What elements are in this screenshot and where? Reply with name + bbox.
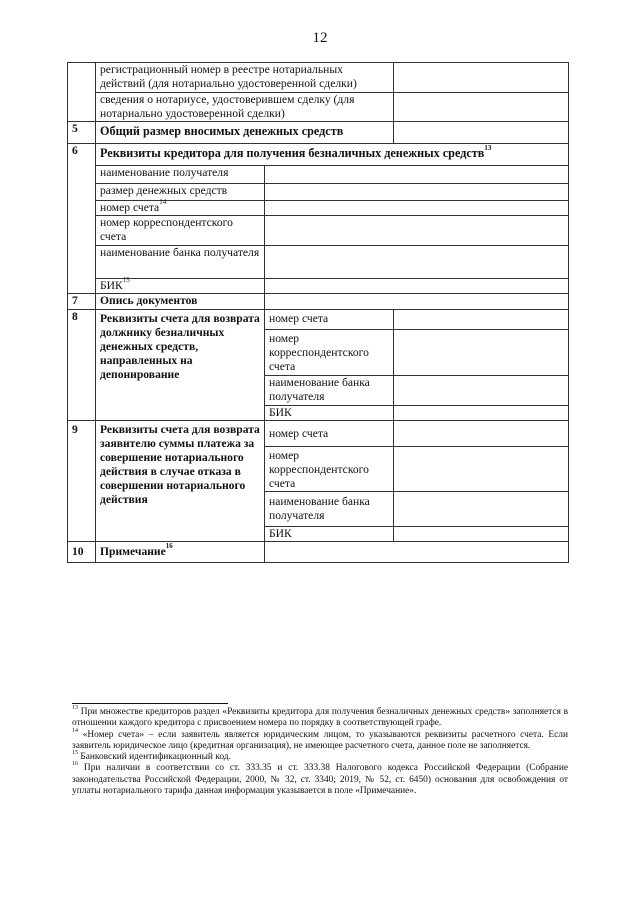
field-value-cell[interactable]: [394, 421, 569, 447]
table-row: [68, 166, 569, 184]
section-title: Общий размер вносимых денежных средств: [96, 122, 394, 144]
field-value-cell[interactable]: [394, 406, 569, 421]
footnote-text: Банковский идентификационный код.: [80, 752, 231, 763]
field-label: БИК: [265, 527, 394, 542]
field-value-cell[interactable]: [394, 122, 569, 144]
section-title: [96, 542, 265, 563]
table-row: [68, 294, 569, 310]
table-row: [68, 310, 569, 330]
footnote-number: 13: [72, 705, 78, 711]
row-number: 5: [68, 122, 96, 144]
footnote: [72, 707, 568, 730]
row-number: 7: [68, 294, 96, 310]
footnote-text: «Номер счета» – если заявитель является юридическим лицом, то указываются реквизиты расчетного счета. Если заявитель юридическое лицо (кредитная организация), не имеющее расчетного счета, данное поле не заполняется.: [72, 729, 569, 751]
field-value-cell[interactable]: [394, 447, 569, 492]
field-label: наименование банка получателя: [265, 492, 394, 527]
field-label: сведения о нотариусе, удостоверившем сделку (для нотариально удостоверенной сделки): [96, 93, 394, 122]
section-title: Реквизиты счета для возврата заявителю суммы платежа за совершение нотариального действия в случае отказа в совершении нотариального действия: [96, 421, 265, 542]
section-title: Опись документов: [96, 294, 265, 310]
row-number: 10: [68, 542, 96, 563]
footnote: [72, 763, 568, 797]
footnote-number: 16: [72, 761, 78, 768]
section-title-text: Примечание: [100, 545, 166, 558]
field-value-cell[interactable]: [265, 294, 569, 310]
section-title: Реквизиты счета для возврата должнику безналичных денежных средств, направленных на депонирование: [96, 310, 265, 421]
table-row: [68, 216, 569, 246]
field-value-cell[interactable]: [265, 279, 569, 294]
footnote-number: 14: [72, 727, 78, 734]
row-number: 9: [68, 421, 96, 542]
section-title: [96, 144, 569, 166]
field-label: [96, 276, 265, 294]
footnote-text: При наличии в соответствии со ст. 333.35 и ст. 333.38 Налогового кодекса Российской Федерации (Собрание законодательства Российской Федерации, 2000, № 32, ст. 3340; 2019, № 52, ст. 6450) основания для освобождения от уплаты нотариального тарифа данная информация указывается в поле «Примечание».: [72, 763, 569, 797]
footnote-text: При множестве кредиторов раздел «Реквизиты кредитора для получения безналичных денежных средств» заполняется в отношении каждого кредитора с присвоением номера по порядку в соответствующей графе.: [72, 707, 569, 729]
table-row: [68, 144, 569, 166]
table-row: [68, 184, 569, 201]
field-value-cell[interactable]: [394, 376, 569, 406]
page-number: 12: [312, 30, 328, 46]
field-value-cell[interactable]: [265, 184, 569, 201]
field-value-cell[interactable]: [265, 246, 569, 279]
field-label: номер корреспондентского счета: [265, 330, 394, 376]
field-label: БИК: [265, 406, 394, 421]
table-row: [68, 279, 569, 294]
footnote-number: 15: [72, 750, 78, 757]
field-value-cell[interactable]: [265, 216, 569, 246]
field-value-cell[interactable]: [265, 201, 569, 216]
field-value-cell[interactable]: [394, 63, 569, 93]
footnote-ref[interactable]: 15: [122, 276, 130, 284]
field-value-cell[interactable]: [394, 310, 569, 330]
field-label-text: БИК: [100, 279, 123, 292]
field-value-cell[interactable]: [394, 527, 569, 542]
table-row: [68, 542, 569, 563]
field-label: регистрационный номер в реестре нотариальных действий (для нотариально удостоверенной сделки): [96, 63, 394, 93]
table-row: [68, 421, 569, 447]
row-number-cell: [68, 63, 96, 122]
footnote: [72, 727, 569, 753]
footnote-ref[interactable]: 14: [159, 198, 167, 206]
footnote-ref[interactable]: 13: [484, 144, 492, 152]
table-row: [68, 201, 569, 216]
field-value-cell[interactable]: [265, 166, 569, 184]
footnote: [72, 752, 568, 763]
footnote-separator: [72, 703, 228, 704]
field-label: номер корреспондентского счета: [96, 216, 265, 246]
footnotes: [72, 707, 568, 797]
table-row: [68, 246, 569, 279]
table-row: [68, 63, 569, 93]
field-value-cell[interactable]: [394, 93, 569, 122]
row-number: 6: [68, 144, 96, 294]
field-label: наименование банка получателя: [265, 376, 394, 406]
application-form-table: [67, 62, 569, 563]
field-label: номер корреспондентского счета: [265, 447, 394, 492]
field-label: наименование получателя: [96, 166, 265, 184]
field-value-cell[interactable]: [394, 492, 569, 527]
field-label: номер счета: [265, 421, 394, 447]
field-label: номер счета: [265, 310, 394, 330]
table-row: [68, 93, 569, 122]
field-label: [96, 198, 265, 216]
field-label: размер денежных средств: [96, 184, 265, 201]
row-number: 8: [68, 310, 96, 421]
field-label: наименование банка получателя: [96, 246, 265, 279]
field-label-text: номер счета: [100, 201, 160, 214]
footnote-ref[interactable]: 16: [165, 542, 173, 550]
table-row: [68, 122, 569, 144]
field-value-cell[interactable]: [394, 330, 569, 376]
field-value-cell[interactable]: [265, 542, 569, 563]
section-title-text: Реквизиты кредитора для получения безналичных денежных средств: [100, 146, 485, 160]
